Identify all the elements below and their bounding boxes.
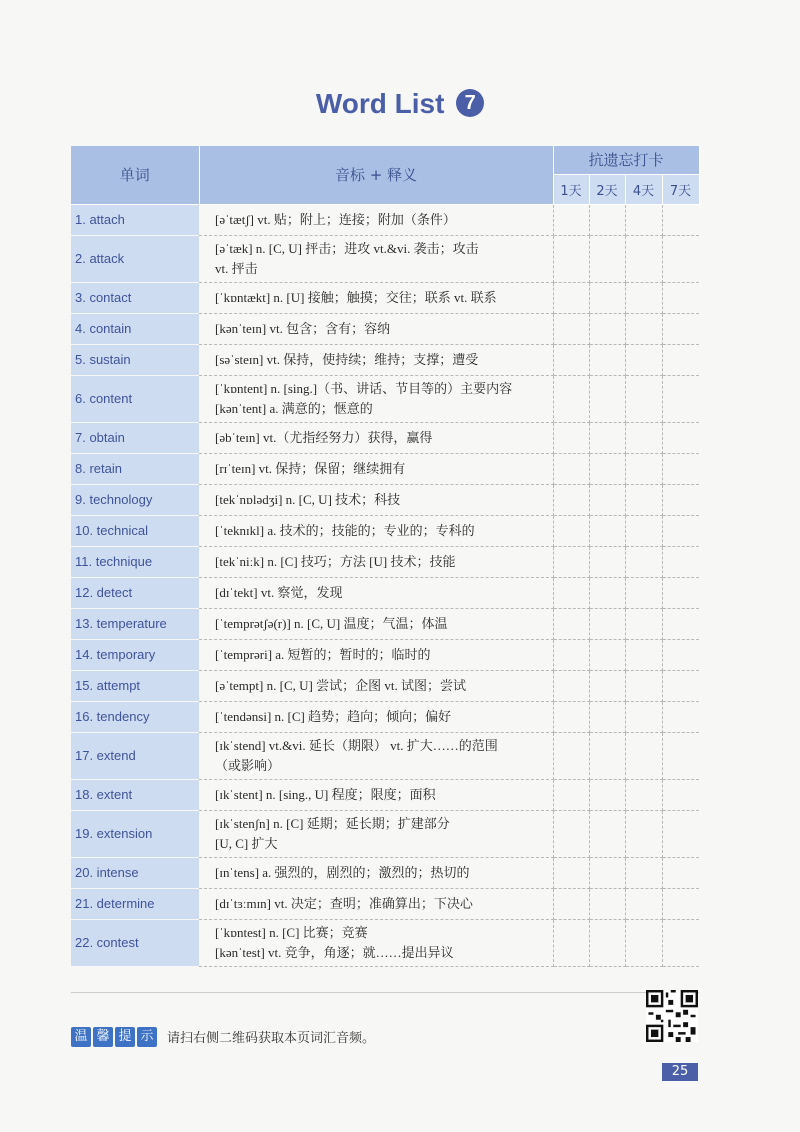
checkin-cell-day-4[interactable] [662, 779, 699, 810]
definition-line: [ˈtemprəri] a. 短暂的；暂时的；临时的 [215, 646, 431, 662]
word-cell: 6. content [71, 375, 199, 422]
table-row [71, 732, 699, 779]
table-row [71, 701, 699, 732]
table-row [71, 919, 699, 966]
definition-line: [tekˈniːk] n. [C] 技巧；方法 [U] 技术；技能 [215, 553, 456, 569]
definition-cell [199, 313, 553, 344]
checkin-cell-day-1[interactable] [553, 282, 589, 313]
checkin-cell-day-2[interactable] [589, 313, 625, 344]
definition-cell [199, 344, 553, 375]
qr-code-icon[interactable] [646, 990, 698, 1042]
checkin-cell-day-4[interactable] [662, 608, 699, 639]
checkin-cell-day-3[interactable] [625, 888, 662, 919]
word-cell: 19. extension [71, 810, 199, 857]
checkin-cell-day-2[interactable] [589, 577, 625, 608]
checkin-cell-day-2[interactable] [589, 919, 625, 966]
definition-line: （或影响） [215, 757, 281, 773]
checkin-cell-day-1[interactable] [553, 313, 589, 344]
checkin-cell-day-3[interactable] [625, 344, 662, 375]
table-row [71, 810, 699, 857]
checkin-cell-day-2[interactable] [589, 810, 625, 857]
checkin-cell-day-1[interactable] [553, 670, 589, 701]
footer-divider [71, 992, 699, 993]
checkin-cell-day-4[interactable] [662, 344, 699, 375]
definition-cell [199, 608, 553, 639]
definition-line: [U, C] 扩大 [215, 835, 278, 851]
checkin-cell-day-1[interactable] [553, 344, 589, 375]
word-cell: 13. temperature [71, 608, 199, 639]
header-definition: 音标 + 释义 [199, 146, 553, 204]
word-cell: 18. extent [71, 779, 199, 810]
checkin-cell-day-2[interactable] [589, 453, 625, 484]
checkin-cell-day-2[interactable] [589, 422, 625, 453]
table-row [71, 515, 699, 546]
checkin-cell-day-2[interactable] [589, 375, 625, 422]
word-cell: 14. temporary [71, 639, 199, 670]
definition-line: [kənˈtent] a. 满意的；惬意的 [215, 400, 373, 416]
checkin-cell-day-3[interactable] [625, 670, 662, 701]
definition-line: [ˈtemprətʃə(r)] n. [C, U] 温度；气温；体温 [215, 615, 448, 631]
definition-cell [199, 484, 553, 515]
checkin-cell-day-2[interactable] [589, 282, 625, 313]
checkin-cell-day-2[interactable] [589, 701, 625, 732]
table-row [71, 422, 699, 453]
checkin-cell-day-4[interactable] [662, 453, 699, 484]
checkin-cell-day-3[interactable] [625, 484, 662, 515]
title-text: Word List [315, 88, 445, 119]
tip-badge: 馨 [93, 1027, 113, 1047]
definition-line: vt. 抨击 [215, 260, 258, 276]
checkin-cell-day-4[interactable] [662, 235, 699, 282]
checkin-cell-day-4[interactable] [662, 701, 699, 732]
table-row [71, 453, 699, 484]
checkin-cell-day-1[interactable] [553, 810, 589, 857]
definition-cell [199, 888, 553, 919]
checkin-cell-day-4[interactable] [662, 375, 699, 422]
checkin-cell-day-1[interactable] [553, 888, 589, 919]
word-cell: 16. tendency [71, 701, 199, 732]
tip-message: 请扫右侧二维码获取本页词汇音频。 [167, 1030, 376, 1046]
checkin-cell-day-4[interactable] [662, 204, 699, 235]
checkin-cell-day-2[interactable] [589, 515, 625, 546]
checkin-cell-day-3[interactable] [625, 779, 662, 810]
definition-cell [199, 515, 553, 546]
table-row [71, 204, 699, 235]
word-cell: 21. determine [71, 888, 199, 919]
checkin-cell-day-1[interactable] [553, 732, 589, 779]
checkin-cell-day-3[interactable] [625, 919, 662, 966]
definition-line: [ˈkɒntent] n. [sing.]（书、讲话、节目等的）主要内容 [215, 380, 513, 396]
checkin-cell-day-1[interactable] [553, 484, 589, 515]
checkin-cell-day-4[interactable] [662, 422, 699, 453]
checkin-cell-day-2[interactable] [589, 732, 625, 779]
checkin-cell-day-4[interactable] [662, 282, 699, 313]
tip-badge: 温 [71, 1027, 91, 1047]
header-day-3: 4天 [625, 174, 662, 204]
header-checkin: 抗遗忘打卡 [553, 146, 699, 174]
word-cell: 9. technology [71, 484, 199, 515]
checkin-cell-day-3[interactable] [625, 732, 662, 779]
checkin-cell-day-3[interactable] [625, 375, 662, 422]
checkin-cell-day-2[interactable] [589, 639, 625, 670]
definition-cell [199, 701, 553, 732]
checkin-cell-day-2[interactable] [589, 888, 625, 919]
checkin-cell-day-3[interactable] [625, 577, 662, 608]
definition-cell [199, 670, 553, 701]
checkin-cell-day-3[interactable] [625, 546, 662, 577]
checkin-cell-day-1[interactable] [553, 701, 589, 732]
definition-line: [səˈsteɪn] vt. 保持，使持续；维持；支撑；遭受 [215, 351, 479, 367]
definition-line: [əbˈteɪn] vt.（尤指经努力）获得，赢得 [215, 429, 433, 445]
definition-line: [ɪkˈstent] n. [sing., U] 程度；限度；面积 [215, 786, 436, 802]
checkin-cell-day-3[interactable] [625, 608, 662, 639]
definition-cell [199, 546, 553, 577]
definition-cell [199, 779, 553, 810]
table-row [71, 639, 699, 670]
word-cell: 12. detect [71, 577, 199, 608]
checkin-cell-day-4[interactable] [662, 484, 699, 515]
table-row [71, 779, 699, 810]
definition-line: [əˈtætʃ] vt. 贴；附上；连接；附加（条件） [215, 211, 456, 227]
definition-line: [kənˈteɪn] vt. 包含；含有；容纳 [215, 320, 391, 336]
checkin-cell-day-1[interactable] [553, 204, 589, 235]
definition-cell [199, 919, 553, 966]
definition-line: [əˈtempt] n. [C, U] 尝试；企图 vt. 试图；尝试 [215, 677, 466, 693]
checkin-cell-day-4[interactable] [662, 810, 699, 857]
checkin-cell-day-1[interactable] [553, 235, 589, 282]
definition-line: [kənˈtest] vt. 竞争，角逐；就……提出异议 [215, 944, 454, 960]
checkin-cell-day-4[interactable] [662, 857, 699, 888]
definition-cell [199, 857, 553, 888]
word-cell: 20. intense [71, 857, 199, 888]
word-cell: 10. technical [71, 515, 199, 546]
definition-cell [199, 453, 553, 484]
checkin-cell-day-3[interactable] [625, 204, 662, 235]
tip-badge: 示 [137, 1027, 157, 1047]
checkin-cell-day-3[interactable] [625, 235, 662, 282]
checkin-cell-day-2[interactable] [589, 608, 625, 639]
definition-line: [ˈkɒntest] n. [C] 比赛；竞赛 [215, 924, 368, 940]
checkin-cell-day-3[interactable] [625, 810, 662, 857]
definition-line: [ɪkˈstenʃn] n. [C] 延期；延长期；扩建部分 [215, 815, 450, 831]
checkin-cell-day-2[interactable] [589, 204, 625, 235]
word-cell: 3. contact [71, 282, 199, 313]
checkin-cell-day-3[interactable] [625, 282, 662, 313]
header-day-2: 2天 [589, 174, 625, 204]
checkin-cell-day-1[interactable] [553, 919, 589, 966]
table-row [71, 484, 699, 515]
checkin-cell-day-1[interactable] [553, 608, 589, 639]
checkin-cell-day-1[interactable] [553, 453, 589, 484]
definition-line: [rɪˈteɪn] vt. 保持；保留；继续拥有 [215, 460, 406, 476]
checkin-cell-day-2[interactable] [589, 546, 625, 577]
checkin-cell-day-2[interactable] [589, 670, 625, 701]
word-list-table [71, 146, 700, 967]
checkin-cell-day-3[interactable] [625, 701, 662, 732]
list-number-badge: 7 [456, 89, 484, 117]
word-cell: 5. sustain [71, 344, 199, 375]
tip-banner [71, 1025, 375, 1047]
table-row [71, 282, 699, 313]
table-row [71, 670, 699, 701]
word-cell: 15. attempt [71, 670, 199, 701]
table-row [71, 577, 699, 608]
checkin-cell-day-4[interactable] [662, 888, 699, 919]
definition-line: [əˈtæk] n. [C, U] 抨击；进攻 vt.&vi. 袭击；攻击 [215, 240, 479, 256]
definition-line: [ˈtendənsi] n. [C] 趋势；趋向；倾向；偏好 [215, 708, 452, 724]
word-cell: 4. contain [71, 313, 199, 344]
definition-cell [199, 235, 553, 282]
checkin-cell-day-4[interactable] [662, 732, 699, 779]
checkin-cell-day-2[interactable] [589, 484, 625, 515]
checkin-cell-day-2[interactable] [589, 344, 625, 375]
definition-line: [tekˈnɒlədʒi] n. [C, U] 技术；科技 [215, 491, 401, 507]
table-row [71, 546, 699, 577]
definition-cell [199, 577, 553, 608]
checkin-cell-day-1[interactable] [553, 546, 589, 577]
definition-line: [dɪˈtɜːmɪn] vt. 决定；查明；准确算出；下决心 [215, 895, 473, 911]
definition-line: [dɪˈtekt] vt. 察觉，发现 [215, 584, 343, 600]
checkin-cell-day-3[interactable] [625, 639, 662, 670]
table-row [71, 235, 699, 282]
checkin-cell-day-4[interactable] [662, 919, 699, 966]
definition-cell [199, 639, 553, 670]
checkin-cell-day-3[interactable] [625, 422, 662, 453]
checkin-cell-day-4[interactable] [662, 313, 699, 344]
definition-cell [199, 422, 553, 453]
word-cell: 7. obtain [71, 422, 199, 453]
word-cell: 2. attack [71, 235, 199, 282]
checkin-cell-day-3[interactable] [625, 857, 662, 888]
table-row [71, 344, 699, 375]
header-word: 单词 [71, 146, 199, 204]
table-row [71, 888, 699, 919]
word-cell: 11. technique [71, 546, 199, 577]
checkin-cell-day-4[interactable] [662, 577, 699, 608]
definition-line: [ɪnˈtens] a. 强烈的，剧烈的；激烈的；热切的 [215, 864, 470, 880]
checkin-cell-day-4[interactable] [662, 546, 699, 577]
tip-badge: 提 [115, 1027, 135, 1047]
checkin-cell-day-1[interactable] [553, 779, 589, 810]
page-title [0, 88, 800, 120]
checkin-cell-day-1[interactable] [553, 577, 589, 608]
checkin-cell-day-3[interactable] [625, 453, 662, 484]
checkin-cell-day-3[interactable] [625, 515, 662, 546]
checkin-cell-day-2[interactable] [589, 235, 625, 282]
page-number: 25 [662, 1063, 698, 1081]
checkin-cell-day-4[interactable] [662, 670, 699, 701]
definition-line: [ɪkˈstend] vt.&vi. 延长（期限） vt. 扩大……的范围 [215, 737, 498, 753]
word-cell: 1. attach [71, 204, 199, 235]
table-row [71, 608, 699, 639]
definition-cell [199, 204, 553, 235]
checkin-cell-day-1[interactable] [553, 639, 589, 670]
checkin-cell-day-4[interactable] [662, 515, 699, 546]
definition-cell [199, 282, 553, 313]
table-row [71, 375, 699, 422]
word-cell: 8. retain [71, 453, 199, 484]
checkin-cell-day-3[interactable] [625, 313, 662, 344]
header-day-4: 7天 [662, 174, 699, 204]
header-day-1: 1天 [553, 174, 589, 204]
checkin-cell-day-1[interactable] [553, 422, 589, 453]
checkin-cell-day-2[interactable] [589, 857, 625, 888]
checkin-cell-day-1[interactable] [553, 515, 589, 546]
word-cell: 17. extend [71, 732, 199, 779]
table-row [71, 313, 699, 344]
table-row [71, 857, 699, 888]
definition-cell [199, 810, 553, 857]
checkin-cell-day-4[interactable] [662, 639, 699, 670]
checkin-cell-day-2[interactable] [589, 779, 625, 810]
checkin-cell-day-1[interactable] [553, 857, 589, 888]
definition-cell [199, 732, 553, 779]
checkin-cell-day-1[interactable] [553, 375, 589, 422]
definition-line: [ˈteknɪkl] a. 技术的；技能的；专业的；专科的 [215, 522, 475, 538]
definition-cell [199, 375, 553, 422]
definition-line: [ˈkɒntækt] n. [U] 接触；触摸；交往；联系 vt. 联系 [215, 289, 497, 305]
word-cell: 22. contest [71, 919, 199, 966]
